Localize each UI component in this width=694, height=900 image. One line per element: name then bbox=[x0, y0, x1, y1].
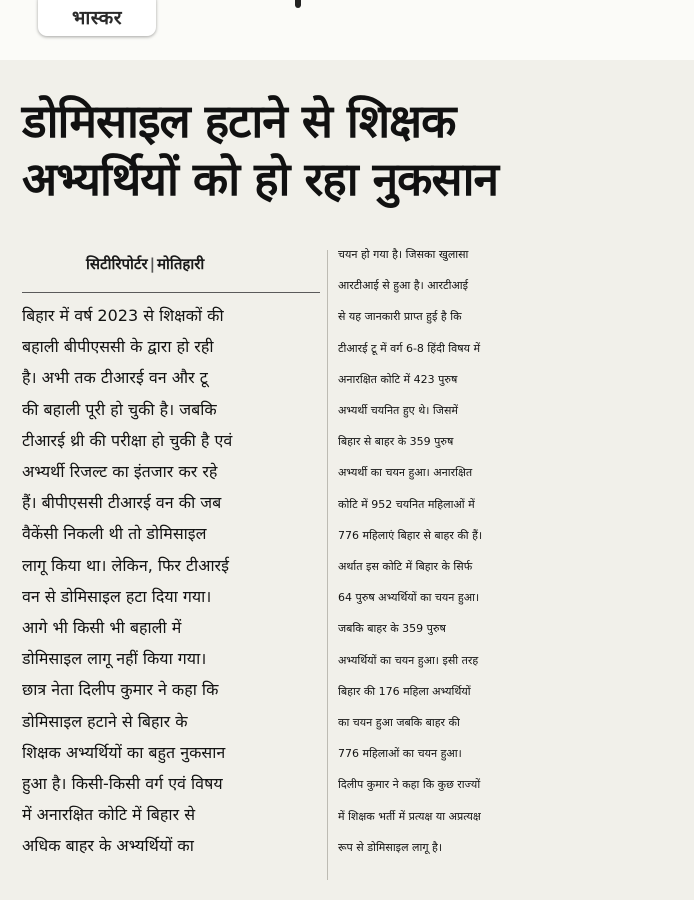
article-line: शिक्षक अभ्यर्थियों का बहुत नुकसान bbox=[22, 742, 226, 762]
article-line: अनारक्षित कोटि में 423 पुरुष bbox=[338, 372, 458, 386]
byline-location: मोतिहारी bbox=[157, 255, 205, 273]
article-line: डोमिसाइल लागू नहीं किया गया। bbox=[22, 649, 207, 669]
article-line: से यह जानकारी प्राप्त हुई है कि bbox=[338, 310, 462, 324]
article-line: में अनारक्षित कोटि में बिहार से bbox=[22, 805, 196, 825]
article-line: की बहाली पूरी हो चुकी है। जबकि bbox=[22, 399, 217, 419]
article-line: छात्र नेता दिलीप कुमार ने कहा कि bbox=[22, 680, 219, 700]
article-line: का चयन हुआ जबकि बाहर की bbox=[338, 716, 460, 729]
article-line: आगे भी किसी भी बहाली में bbox=[22, 618, 182, 637]
article-line: टीआरई टू में वर्ग 6-8 हिंदी विषय में bbox=[338, 341, 481, 355]
article-line: 776 महिलाएं बिहार से बाहर की हैं। bbox=[338, 528, 483, 542]
article-line: जबकि बाहर के 359 पुरुष bbox=[338, 622, 446, 636]
article-line: रूप से डोमिसाइल लागू है। bbox=[338, 840, 443, 854]
article-line: 776 महिलाओं का चयन हुआ। bbox=[338, 747, 462, 761]
byline-separator: | bbox=[149, 255, 156, 273]
article-line: टीआरई थ्री की परीक्षा हो चुकी है एवं bbox=[22, 430, 233, 450]
masthead-logo-text: भास्कर bbox=[71, 7, 123, 29]
article-line: बिहार में वर्ष 2023 से शिक्षकों की bbox=[22, 306, 224, 325]
article-line: हैं। बीपीएससी टीआरई वन की जब bbox=[22, 493, 222, 513]
byline bbox=[86, 254, 204, 274]
article-line: अर्थात इस कोटि में बिहार के सिर्फ bbox=[338, 560, 473, 573]
article-line: आरटीआई से हुआ है। आरटीआई bbox=[338, 279, 469, 293]
article-line: वैकेंसी निकली थी तो डोमिसाइल bbox=[22, 524, 207, 544]
article-line: वन से डोमिसाइल हटा दिया गया। bbox=[22, 586, 212, 606]
article-line: डोमिसाइल हटाने से बिहार के bbox=[22, 711, 188, 731]
article-line: में शिक्षक भर्ती में प्रत्यक्ष या अप्रत्यक्ष bbox=[338, 809, 481, 823]
article-line: बिहार की 176 महिला अभ्यर्थियों bbox=[338, 684, 471, 698]
article-line: अभ्यर्थियों का चयन हुआ। इसी तरह bbox=[338, 653, 479, 667]
column-divider bbox=[327, 250, 328, 880]
headline bbox=[22, 92, 672, 208]
article-line: अभ्यर्थी का चयन हुआ। अनारक्षित bbox=[338, 466, 473, 480]
article-line: हुआ है। किसी-किसी वर्ग एवं विषय bbox=[22, 774, 223, 793]
headline-line-1: डोमिसाइल हटाने से शिक्षक bbox=[22, 94, 456, 148]
byline-reporter: सिटीरिपोर्टर bbox=[86, 255, 148, 273]
article-line: चयन हो गया है। जिसका खुलासा bbox=[338, 248, 469, 261]
article-line: कोटि में 952 चयनित महिलाओं में bbox=[338, 497, 475, 511]
article-line: अभ्यर्थी रिजल्ट का इंतजार कर रहे bbox=[22, 462, 218, 481]
article-line: 64 पुरुष अभ्यर्थियों का चयन हुआ। bbox=[338, 591, 480, 605]
article-line: अभ्यर्थी चयनित हुए थे। जिसमें bbox=[338, 404, 458, 417]
article-line: अधिक बाहर के अभ्यर्थियों का bbox=[22, 836, 194, 856]
headline-line-2: अभ्यर्थियों को हो रहा नुकसान bbox=[22, 152, 499, 206]
article-line: है। अभी तक टीआरई वन और टू bbox=[22, 368, 208, 388]
masthead-logo bbox=[38, 0, 156, 36]
article-line: दिलीप कुमार ने कहा कि कुछ राज्यों bbox=[338, 778, 481, 792]
article-line: बहाली बीपीएससी के द्वारा हो रही bbox=[22, 337, 214, 357]
page-fragment-mark bbox=[295, 0, 301, 8]
byline-rule bbox=[22, 292, 320, 293]
article-line: लागू किया था। लेकिन, फिर टीआरई bbox=[22, 555, 229, 575]
article-line: बिहार से बाहर के 359 पुरुष bbox=[338, 435, 454, 449]
